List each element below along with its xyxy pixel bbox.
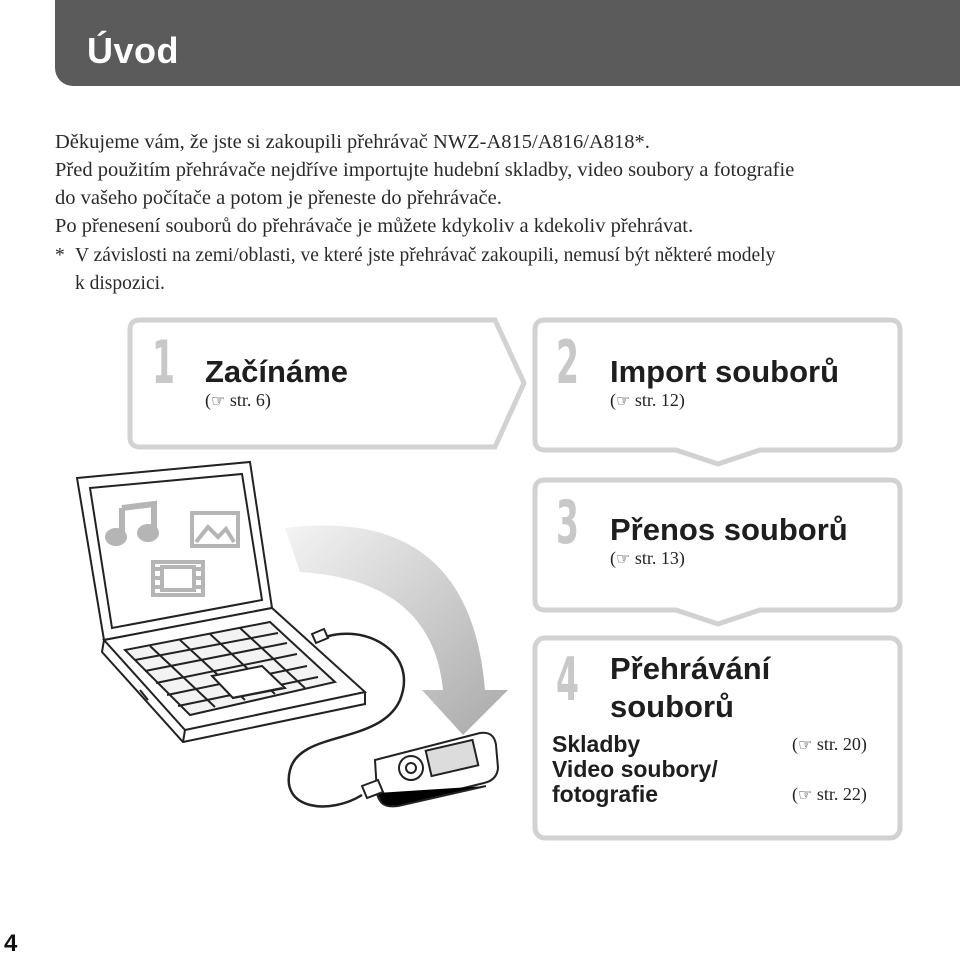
footnote-line: k dispozici.	[75, 273, 165, 294]
step-3-page-ref[interactable]	[610, 548, 685, 569]
pointing-hand-icon: ☞	[211, 391, 226, 410]
ref-text: str. 22)	[812, 784, 867, 804]
transfer-arrow	[285, 525, 508, 735]
step-3-number: 3	[556, 488, 579, 558]
step-3-title: Přenos souborů	[610, 512, 848, 547]
intro-line: Děkujeme vám, že jste si zakoupili přehrávač NWZ-A815/A816/A818*.	[55, 131, 650, 153]
page-title: Úvod	[87, 30, 179, 71]
ref-paren: (	[205, 390, 211, 410]
intro-line: do vašeho počítače a potom je přeneste do přehrávače.	[55, 187, 502, 209]
ref-text: str. 12)	[630, 390, 685, 410]
ref-text: str. 6)	[225, 390, 271, 410]
intro-line: Po přenesení souborů do přehrávače je můžete kdykoliv a kdekoliv přehrávat.	[55, 215, 694, 237]
ref-paren: (	[792, 784, 798, 804]
step-4-title-line1: Přehrávání	[610, 651, 771, 686]
ref-text: str. 13)	[630, 548, 685, 568]
step-2-number: 2	[556, 328, 579, 398]
step-3-box	[535, 480, 900, 624]
step-1-title: Začínáme	[205, 354, 349, 389]
laptop-illustration	[77, 462, 365, 742]
pointing-hand-icon: ☞	[798, 785, 813, 804]
ref-paren: (	[792, 734, 798, 754]
pointing-hand-icon: ☞	[616, 549, 631, 568]
step-1-number: 1	[152, 328, 175, 398]
ref-paren: (	[610, 548, 616, 568]
step-2-page-ref[interactable]	[610, 390, 685, 411]
intro-line: Před použitím přehrávače nejdříve importujte hudební skladby, video soubory a fotografie	[55, 159, 795, 181]
step-4-number: 4	[556, 645, 579, 715]
page-number: 4	[4, 930, 18, 957]
pointing-hand-icon: ☞	[616, 391, 631, 410]
step-1-page-ref[interactable]	[205, 390, 271, 411]
footnote-star: *	[55, 245, 65, 266]
footnote-line: V závislosti na zemi/oblasti, ve které jste přehrávač zakoupili, nemusí být některé modely	[75, 245, 776, 266]
songs-label: Skladby	[552, 731, 641, 757]
video-photo-label-line2: fotografie	[552, 781, 659, 807]
ref-paren: (	[610, 390, 616, 410]
video-photo-page-ref[interactable]	[792, 784, 867, 805]
step-2-box	[535, 320, 900, 464]
step-4-title-line2: souborů	[610, 689, 734, 724]
ref-text: str. 20)	[812, 734, 867, 754]
songs-page-ref[interactable]	[792, 734, 867, 755]
pointing-hand-icon: ☞	[798, 735, 813, 754]
video-photo-label-line1: Video soubory/	[552, 756, 718, 782]
walkman-player	[362, 733, 498, 807]
step-2-title: Import souborů	[610, 354, 840, 389]
